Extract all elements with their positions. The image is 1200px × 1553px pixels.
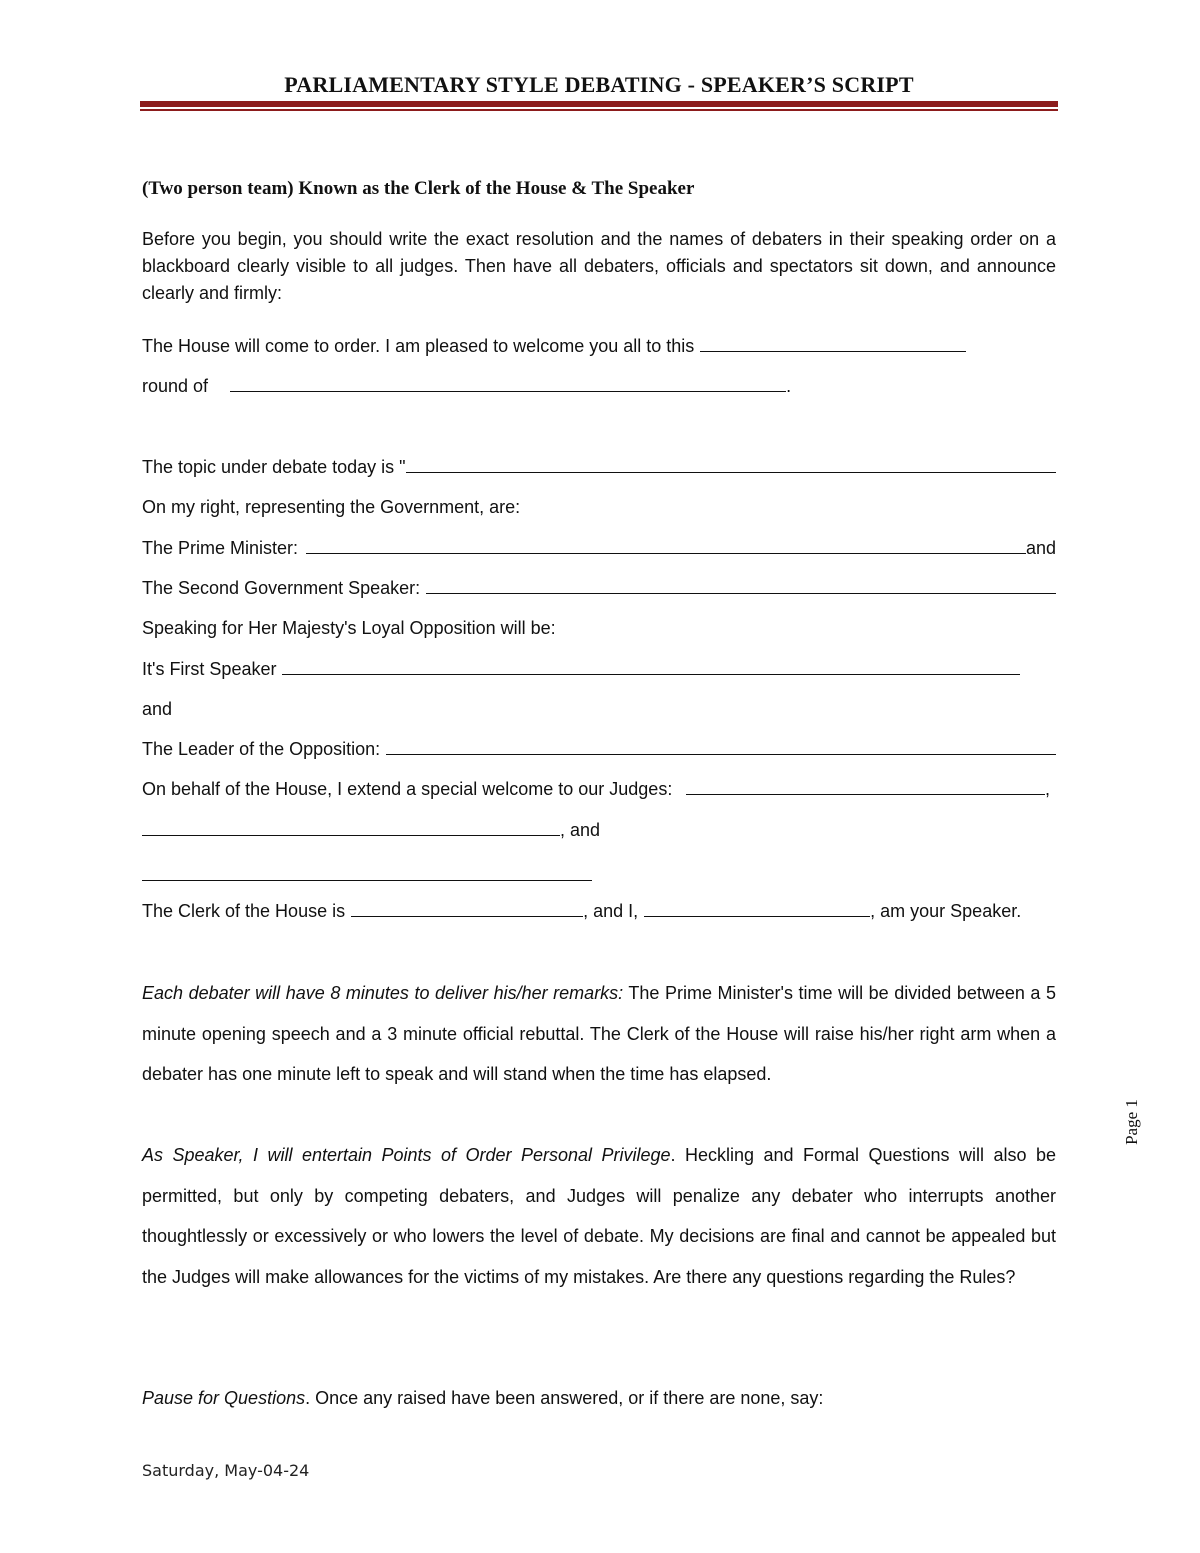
round-line [142, 376, 1056, 397]
page-number [1122, 1092, 1142, 1152]
opposition-intro-line [142, 618, 1056, 639]
round-name-blank[interactable] [230, 377, 786, 392]
footer-date: Saturday, May-04-24 [142, 1461, 310, 1480]
first-speaker-label: It's First Speaker [142, 659, 277, 679]
welcome-line [142, 336, 1056, 357]
leader-opposition-line [142, 739, 1056, 760]
government-intro-text: On my right, representing the Government, are: [142, 497, 521, 517]
header-rule-thin [140, 109, 1058, 111]
and-line [142, 699, 1056, 720]
opposition-intro-text: Speaking for Her Majesty's Loyal Opposition will be: [142, 618, 556, 638]
first-speaker-blank[interactable] [282, 660, 1020, 675]
and-text: and [142, 699, 173, 719]
points-rules-italic: As Speaker, I will entertain Points of Order Personal Privilege [142, 1145, 671, 1165]
judge-3-blank[interactable] [142, 866, 592, 881]
document-title: PARLIAMENTARY STYLE DEBATING - SPEAKER’S SCRIPT [284, 72, 914, 97]
topic-blank[interactable] [406, 458, 1056, 473]
clerk-speaker-line [142, 901, 1056, 922]
pause-text: . Once any raised have been answered, or if there are none, say: [305, 1388, 824, 1408]
judge-1-comma: , [1044, 779, 1050, 799]
pause-italic: Pause for Questions [142, 1388, 306, 1408]
second-government-blank[interactable] [426, 579, 1056, 594]
speaker-name-blank[interactable] [644, 902, 870, 917]
round-of-text: round of [142, 376, 209, 396]
welcome-text: The House will come to order. I am pleased to welcome you all to this [142, 336, 695, 356]
prime-minister-label: The Prime Minister: [142, 538, 299, 558]
am-speaker-text: , am your Speaker. [870, 901, 1022, 921]
and-i-text: , and I, [583, 901, 639, 921]
prime-minister-and: and [1025, 538, 1056, 558]
judge-2-blank[interactable] [142, 821, 560, 836]
second-government-line [142, 578, 1056, 599]
prime-minister-blank[interactable] [306, 539, 1026, 554]
government-intro-line [142, 497, 1056, 518]
leader-opposition-blank[interactable] [386, 740, 1056, 755]
time-rules-italic: Each debater will have 8 minutes to deliver his/her remarks: [142, 983, 624, 1003]
prime-minister-line [142, 538, 1056, 559]
header-rule-thick [140, 101, 1058, 107]
section-heading: (Two person team) Known as the Clerk of the House & The Speaker [142, 178, 695, 199]
intro-paragraph: Before you begin, you should write the exact resolution and the names of debaters in their speaking order on a blackboard clearly visible to all judges. Then have all debaters, officials and spectators sit down, and announce clearly and firmly: [142, 229, 1056, 303]
event-name-blank[interactable] [700, 337, 966, 352]
first-speaker-line [142, 659, 1020, 680]
time-rules-text: The Prime Minister's time will be divided between a 5 minute opening speech and a 3 minute official rebuttal. The Clerk of the House will raise his/her right arm when a debater has one minute left to speak and will stand when the time has elapsed. [142, 983, 1056, 1084]
topic-text: The topic under debate today is " [142, 457, 406, 477]
leader-opposition-label: The Leader of the Opposition: [142, 739, 381, 759]
judges-welcome-text: On behalf of the House, I extend a special welcome to our Judges: [142, 779, 673, 799]
second-government-label: The Second Government Speaker: [142, 578, 421, 598]
clerk-name-blank[interactable] [351, 902, 583, 917]
topic-line [142, 457, 1056, 478]
page-number-text: Page 1 [1122, 1099, 1141, 1145]
judge-1-blank[interactable] [686, 780, 1045, 795]
clerk-is-text: The Clerk of the House is [142, 901, 346, 921]
judges-line [142, 779, 1050, 800]
judge-2-and: , and [560, 820, 601, 840]
round-period: . [786, 376, 792, 396]
points-rules-text: . Heckling and Formal Questions will also be permitted, but only by competing debaters, and Judges will penalize any debater who interrupts another thoughtlessly or excessively or who lowers the level of debate. My decisions are final and cannot be appealed but the Judges will make allowances for the victims of my mistakes. Are there any questions regarding the Rules? [142, 1145, 1056, 1287]
time-rules-paragraph [142, 973, 1056, 1095]
judge-3-line [142, 866, 1056, 881]
judge-2-line [142, 820, 1056, 841]
pause-paragraph [142, 1378, 1056, 1419]
points-rules-paragraph [142, 1135, 1056, 1297]
